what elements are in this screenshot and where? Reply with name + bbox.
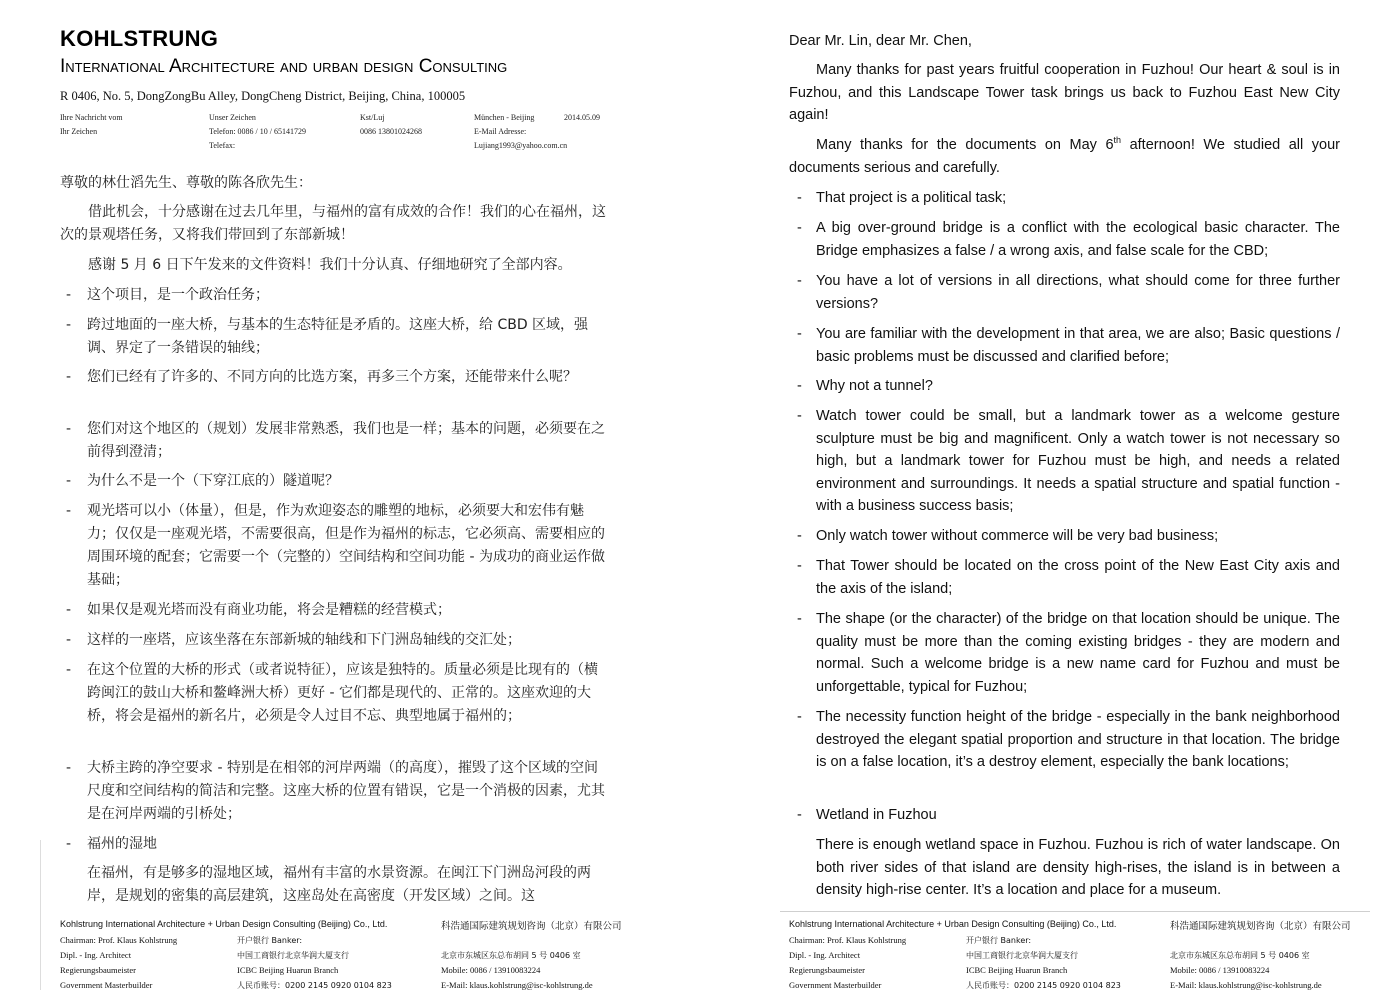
footer-bank-name-en: ICBC Beijing Huarun Branch xyxy=(237,965,339,975)
bullet-en: - You are familiar with the development in that area, we are also; Basic questions / basic problems must be discussed and clarified before; xyxy=(797,326,1340,365)
header-ref: Kst/Luj xyxy=(360,113,385,122)
paragraph-zh-wetland: 在福州，有是够多的湿地区域，福州有丰富的水景资源。在闽江下门洲岛河段的两岸，是规划的密集的高层建筑，这座岛处在高密度（开发区域）之间。这 xyxy=(87,865,591,904)
footer-title: Dipl. - Ing. Architect xyxy=(60,950,132,960)
bullet-zh: - 为什么不是一个（下穿江底的）隧道呢？ xyxy=(66,473,339,489)
bullet-zh: - 跨过地面的一座大桥，与基本的生态特征是矛盾的。这座大桥，给 CBD 区域，强调、界定了一条错误的轴线； xyxy=(66,317,589,356)
bullet-en: - A big over-ground bridge is a conflict with the ecological basic character. The Bridge emphasizes a false / a wrong axis, and false scale for the CBD; xyxy=(797,220,1340,259)
paragraph-en: Many thanks for past years fruitful cooperation in Fuzhou! Our heart & soul is in Fuzhou, and this Landscape Tower task brings us back to Fuzhou East New City again! xyxy=(789,62,1340,124)
company-name: KOHLSTRUNG xyxy=(60,26,219,51)
footer-title: Government Masterbuilder xyxy=(60,980,153,990)
header-label: Ihr Zeichen xyxy=(60,127,98,136)
header-phone: Telefon: 0086 / 10 / 65141729 xyxy=(209,127,306,136)
header-date: 2014.05.09 xyxy=(564,113,600,122)
paragraph-zh: 感谢 5 月 6 日下午发来的文件资料！我们十分认真、仔细地研究了全部内容。 xyxy=(88,257,572,273)
footer-account: 人民币账号：0200 2145 0920 0104 823 xyxy=(966,981,1121,990)
salutation-en: Dear Mr. Lin, dear Mr. Chen, xyxy=(789,33,972,49)
bullet-en: - Why not a tunnel? xyxy=(797,378,933,394)
footer-chairman: Chairman: Prof. Klaus Kohlstrung xyxy=(789,935,907,945)
header-label: E-Mail Adresse: xyxy=(474,127,527,136)
bullet-en: - The necessity function height of the bridge - especially in the bank neighborhood destroyed the elegant spatial proportion and structure in that location. The bridge is on a false location, it’s a destroy element, especially the bank locations; xyxy=(797,709,1340,771)
margin-rule xyxy=(40,840,41,990)
bullet-zh: - 您们对这个地区的（规划）发展非常熟悉，我们也是一样；基本的问题，必须要在之前得到澄清； xyxy=(66,421,605,460)
footer-account: 人民币账号：0200 2145 0920 0104 823 xyxy=(237,981,392,990)
footer-email: E-Mail: klaus.kohlstrung@isc-kohlstrung.de xyxy=(441,980,593,990)
salutation-zh: 尊敬的林仕滔先生、尊敬的陈各欣先生： xyxy=(60,175,312,191)
footer-mobile: Mobile: 0086 / 13910083224 xyxy=(441,965,541,975)
bullet-en: - The shape (or the character) of the bridge on that location should be unique. The quality must be more than the coming existing bridges - they are modern and normal. Such a welcome bridge is a new name card for Fuzhou and must be unforgettable, typical for Fuzhou; xyxy=(797,611,1340,695)
paragraph-en: Many thanks for the documents on May 6th afternoon! We studied all your documents serious and carefully. xyxy=(789,135,1340,176)
footer-mobile: Mobile: 0086 / 13910083224 xyxy=(1170,965,1270,975)
footer-bank-label: 开户银行 Banker: xyxy=(237,936,303,945)
footer-bank-name-zh: 中国工商银行北京华润大厦支行 xyxy=(237,951,349,960)
company-address: R 0406, No. 5, DongZongBu Alley, DongCheng District, Beijing, China, 100005 xyxy=(60,89,466,103)
footer-company-zh: 科浩通国际建筑规划咨询（北京）有限公司 xyxy=(441,921,622,932)
bullet-zh: - 您们已经有了许多的、不同方向的比选方案，再多三个方案，还能带来什么呢？ xyxy=(66,369,577,385)
paragraph-zh: 借此机会，十分感谢在过去几年里，与福州的富有成效的合作！我们的心在福州，这次的景观塔任务，又将我们带回到了东部新城！ xyxy=(60,204,606,243)
footer-title: Government Masterbuilder xyxy=(789,980,882,990)
bullet-en: - That Tower should be located on the cross point of the New East City axis and the axis of the island; xyxy=(797,558,1340,597)
footer-address-zh: 北京市东城区东总布胡同 5 号 0406 室 xyxy=(1170,951,1310,960)
footer-company-zh: 科浩通国际建筑规划咨询（北京）有限公司 xyxy=(1170,921,1351,932)
bullet-zh: - 这样的一座塔，应该坐落在东部新城的轴线和下门洲岛轴线的交汇处； xyxy=(66,632,521,648)
bullet-en: - That project is a political task; xyxy=(797,190,1007,206)
header-label: Unser Zeichen xyxy=(209,113,256,122)
header-label: Telefax: xyxy=(209,141,236,150)
footer-email: E-Mail: klaus.kohlstrung@isc-kohlstrung.de xyxy=(1170,980,1322,990)
footer-bank-label: 开户银行 Banker: xyxy=(966,936,1032,945)
footer-company-en: Kohlstrung International Architecture + Urban Design Consulting (Beijing) Co., Ltd. xyxy=(789,919,1117,929)
footer-address-zh: 北京市东城区东总布胡同 5 号 0406 室 xyxy=(441,951,581,960)
footer-divider xyxy=(780,911,1370,912)
bullet-zh: - 这个项目，是一个政治任务； xyxy=(66,287,269,303)
bullet-zh: - 大桥主跨的净空要求 - 特别是在相邻的河岸两端（的高度），摧毁了这个区域的空间尺度和空间结构的简洁和完整。这座大桥的位置有错误，它是一个消极的因素，尤其是在河岸两端的引桥处； xyxy=(66,760,605,822)
bullet-zh: - 在这个位置的大桥的形式（或者说特征），应该是独特的。质量必须是比现有的（横跨闽江的鼓山大桥和鳌峰洲大桥）更好 - 它们都是现代的、正常的。这座欢迎的大桥，将会是福州的新名片，必须是令人过目不忘、典型地属于福州的； xyxy=(66,662,598,724)
footer-bank-name-en: ICBC Beijing Huarun Branch xyxy=(966,965,1068,975)
header-email: Lujiang1993@yahoo.com.cn xyxy=(474,141,568,150)
company-subtitle: International Architecture and urban design Consulting xyxy=(60,56,508,77)
header-location: München - Beijing xyxy=(474,113,535,122)
footer-chairman: Chairman: Prof. Klaus Kohlstrung xyxy=(60,935,178,945)
bullet-en: - Only watch tower without commerce will be very bad business; xyxy=(797,528,1219,544)
footer-title: Dipl. - Ing. Architect xyxy=(789,950,861,960)
bullet-en: - Wetland in Fuzhou xyxy=(797,807,937,823)
bullet-zh: - 福州的湿地 xyxy=(66,836,157,852)
footer-title: Regierungsbaumeister xyxy=(789,965,866,975)
bullet-en: - Watch tower could be small, but a landmark tower as a welcome gesture sculpture must be big and magnificent. Only a watch tower is not necessary so high, but a landmark tower for Fuzhou must be high, and needs a related environment and surroundings. It needs a spatial structure and spatial function - with a business success basis; xyxy=(797,408,1340,515)
footer-title: Regierungsbaumeister xyxy=(60,965,137,975)
header-mobile: 0086 13801024268 xyxy=(360,127,422,136)
bullet-zh: - 如果仅是观光塔而没有商业功能，将会是糟糕的经营模式； xyxy=(66,602,451,618)
header-label: Ihre Nachricht vom xyxy=(60,113,123,122)
footer-bank-name-zh: 中国工商银行北京华润大厦支行 xyxy=(966,951,1078,960)
bullet-en: - You have a lot of versions in all directions, what should come for three further versions? xyxy=(797,273,1340,312)
bullet-zh: - 观光塔可以小（体量），但是，作为欢迎姿态的雕塑的地标，必须要大和宏伟有魅力；仅仅是一座观光塔，不需要很高，但是作为福州的标志，它必须高、需要相应的周围环境的配套；它需要一个（完整的）空间结构和空间功能 - 为成功的商业运作做基础； xyxy=(66,503,605,588)
footer-company-en: Kohlstrung International Architecture + Urban Design Consulting (Beijing) Co., Ltd. xyxy=(60,919,388,929)
paragraph-en-wetland: There is enough wetland space in Fuzhou. Fuzhou is rich of water landscape. On both river sides of that island are density high-rises, the island is in between a density high-rise center. It’s a location and place for a museum. xyxy=(816,837,1340,899)
